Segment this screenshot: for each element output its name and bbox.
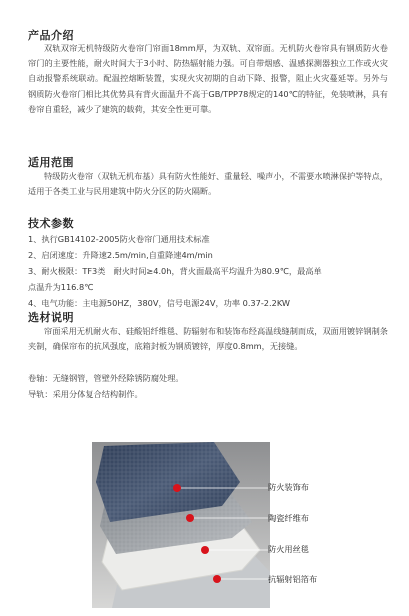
param-item: 2、启闭速度：升降速2.5m/min,自重降速4m/min bbox=[28, 250, 213, 260]
rail-note: 导轨：采用分体复合结构制作。 bbox=[28, 389, 143, 399]
label-decor-cloth: 防火装饰布 bbox=[268, 482, 309, 492]
marker-dot bbox=[186, 514, 194, 522]
param-item: 1、执行GB14102-2005防火卷帘门通用技术标准 bbox=[28, 234, 210, 244]
reel-note: 卷轴：无缝钢管，管壁外经除锈防腐处理。 bbox=[28, 373, 184, 383]
label-ceramic-cloth: 陶瓷纤维布 bbox=[268, 513, 309, 523]
scope-heading: 适用范围 bbox=[28, 156, 74, 169]
marker-dot bbox=[213, 575, 221, 583]
curtain-layers-photo bbox=[92, 442, 270, 608]
params-heading: 技术参数 bbox=[28, 217, 74, 230]
intro-body: 双轨双帘无机特级防火卷帘门帘面18mm厚，为双轨、双帘面。无机防火卷帘具有钢质防火卷帘门的主要性能，耐火时间大于3小时、防热辐射能力强。可自带烟感、温感探测器独立工作或火灾自动报警系统联动。配温控熔断装置，实现火灾初期的自动下降、报警，阻止火灾蔓延等。另外与钢质防火卷帘门相比其优势具有背火面温升不高于GB/TPP78规定的140℃的特征，免装喷淋，具有卷帘自重轻，减少了建筑的载荷，其安全性更可靠。 bbox=[28, 43, 388, 114]
curtain-layers-illustration bbox=[92, 442, 270, 608]
marker-dot bbox=[201, 546, 209, 554]
marker-dot bbox=[173, 484, 181, 492]
label-foil-cloth: 抗辐射铝箔布 bbox=[268, 574, 318, 584]
scope-body: 特级防火卷帘（双轨无机布基）具有防火性能好、重量轻、噪声小，不需要水喷淋保护等特点，适用于各类工业与民用建筑中防火分区的防火隔断。 bbox=[28, 171, 388, 197]
param-item: 点温升为116.8℃ bbox=[28, 282, 94, 292]
materials-body: 帘面采用无机耐火布、硅酸铝纤维毯、防辐射布和装饰布经高温线缝制而成，双面用镀锌钢制条夹制，确保帘布的抗风强度，底箱封板为钢质镀锌，厚度0.8mm，无接缝。 bbox=[28, 326, 388, 352]
materials-heading: 选材说明 bbox=[28, 311, 74, 324]
param-item: 3、耐火极限：TF3类 耐火时间≥4.0h，背火面最高平均温升为80.9℃，最高单 bbox=[28, 266, 322, 276]
intro-heading: 产品介绍 bbox=[28, 29, 74, 42]
param-item: 4、电气功能：主电源50HZ，380V，信号电源24V，功率 0.37-2.2KW bbox=[28, 298, 290, 308]
label-fire-blanket: 防火用丝毯 bbox=[268, 544, 309, 554]
